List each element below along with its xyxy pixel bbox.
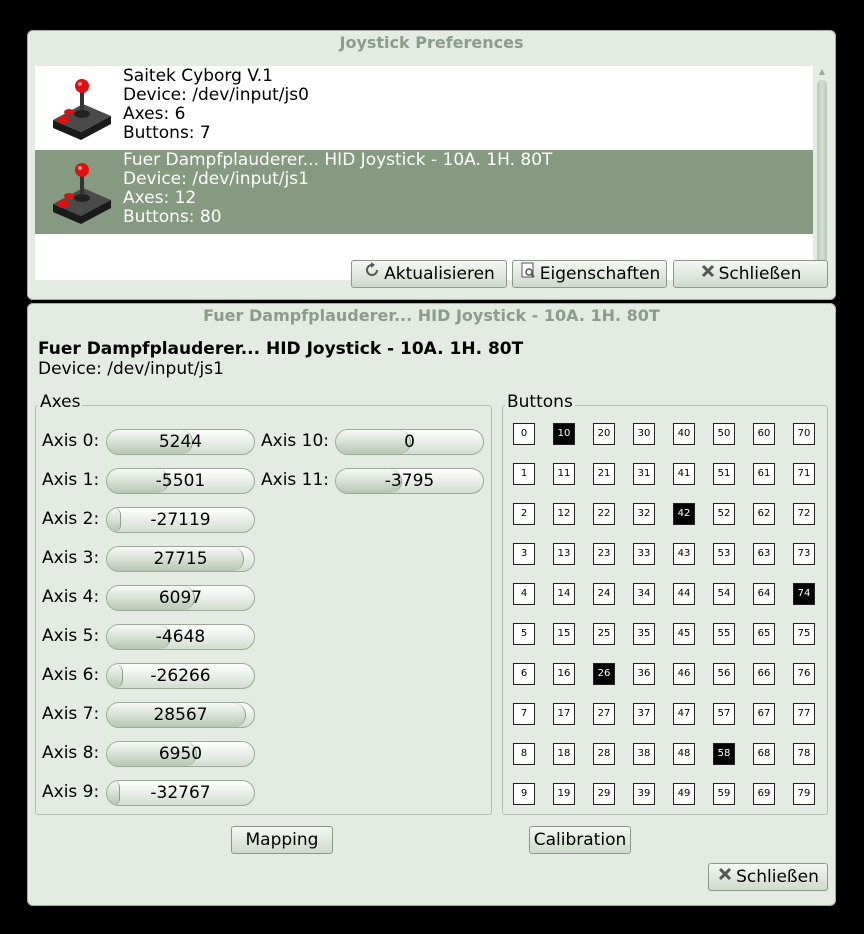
- properties-button[interactable]: [512, 260, 667, 288]
- joystick-button-indicator: 71: [793, 463, 815, 485]
- joystick-button-indicator: 16: [553, 663, 575, 685]
- joystick-button-indicator: 17: [553, 703, 575, 725]
- joystick-button-indicator: 21: [593, 463, 615, 485]
- close-label: Schließen: [736, 867, 819, 887]
- axis-bar: [106, 624, 255, 650]
- joystick-button-indicator: 10: [553, 423, 575, 445]
- joystick-button-indicator: 2: [513, 503, 535, 525]
- axes-frame-label: Axes: [40, 392, 81, 412]
- joystick-button-indicator: 41: [673, 463, 695, 485]
- axis-value: -26266: [150, 666, 211, 686]
- joystick-button-indicator: 14: [553, 583, 575, 605]
- joystick-button-indicator: 61: [753, 463, 775, 485]
- device-path: Device: /dev/input/js1: [123, 169, 309, 189]
- axis-value: -3795: [384, 471, 435, 491]
- refresh-label: Aktualisieren: [384, 264, 495, 284]
- joystick-button-indicator: 18: [553, 743, 575, 765]
- joystick-button-indicator: 53: [713, 543, 735, 565]
- joystick-button-indicator: 43: [673, 543, 695, 565]
- joystick-button-indicator: 23: [593, 543, 615, 565]
- axis-label: Axis 10:: [261, 431, 330, 451]
- refresh-icon: [363, 261, 381, 287]
- device-list-scrollbar[interactable]: [816, 66, 828, 280]
- axis-value: -27119: [150, 510, 211, 530]
- device-list[interactable]: [35, 66, 813, 280]
- joystick-button-indicator: 31: [633, 463, 655, 485]
- joystick-button-indicator: 75: [793, 623, 815, 645]
- joystick-button-indicator: 36: [633, 663, 655, 685]
- joystick-button-indicator: 57: [713, 703, 735, 725]
- device-list-item-selected[interactable]: [35, 150, 813, 234]
- axis-label: Axis 3:: [42, 548, 100, 568]
- joystick-button-indicator: 58: [713, 743, 735, 765]
- axis-bar: [106, 585, 255, 611]
- joystick-button-indicator: 49: [673, 783, 695, 805]
- device-path: Device: /dev/input/js1: [38, 359, 224, 379]
- close-label: Schließen: [718, 264, 802, 284]
- axis-label: Axis 7:: [42, 704, 100, 724]
- joystick-button-indicator: 77: [793, 703, 815, 725]
- axis-label: Axis 2:: [42, 509, 100, 529]
- joystick-button-indicator: 5: [513, 623, 535, 645]
- axis-label: Axis 11:: [261, 470, 330, 490]
- joystick-button-indicator: 7: [513, 703, 535, 725]
- joystick-button-indicator: 62: [753, 503, 775, 525]
- axis-bar: [106, 507, 255, 533]
- joystick-button-indicator: 56: [713, 663, 735, 685]
- properties-label: Eigenschaften: [539, 264, 661, 284]
- joystick-button-indicator: 66: [753, 663, 775, 685]
- axis-bar: [106, 429, 255, 455]
- joystick-button-indicator: 33: [633, 543, 655, 565]
- joystick-detail-window: [27, 303, 836, 906]
- joystick-button-indicator: 65: [753, 623, 775, 645]
- axis-label: Axis 5:: [42, 626, 100, 646]
- axis-label: Axis 4:: [42, 587, 100, 607]
- axis-label: Axis 8:: [42, 743, 100, 763]
- joystick-button-indicator: 44: [673, 583, 695, 605]
- close-icon: [700, 261, 716, 287]
- close-button[interactable]: [673, 260, 828, 288]
- axis-label: Axis 9:: [42, 782, 100, 802]
- axis-value: 28567: [153, 705, 208, 725]
- joystick-button-indicator: 34: [633, 583, 655, 605]
- buttons-frame-label: Buttons: [507, 392, 573, 412]
- joystick-button-indicator: 3: [513, 543, 535, 565]
- axis-value: 5244: [158, 432, 203, 452]
- axis-value: -4648: [155, 627, 206, 647]
- joystick-button-indicator: 29: [593, 783, 615, 805]
- axis-bar: [106, 741, 255, 767]
- joystick-button-indicator: 22: [593, 503, 615, 525]
- joystick-button-indicator: 59: [713, 783, 735, 805]
- close-icon: [717, 864, 733, 890]
- joystick-button-indicator: 38: [633, 743, 655, 765]
- device-path: Device: /dev/input/js0: [123, 85, 309, 105]
- joystick-button-indicator: 12: [553, 503, 575, 525]
- joystick-button-indicator: 79: [793, 783, 815, 805]
- joystick-button-indicator: 68: [753, 743, 775, 765]
- joystick-button-indicator: 67: [753, 703, 775, 725]
- axis-value: 6950: [158, 744, 203, 764]
- device-buttons: Buttons: 7: [123, 123, 211, 143]
- device-heading: Fuer Dampfplauderer... HID Joystick - 10A. 1H. 80T: [38, 339, 524, 359]
- joystick-button-indicator: 69: [753, 783, 775, 805]
- joystick-button-indicator: 76: [793, 663, 815, 685]
- joystick-button-indicator: 27: [593, 703, 615, 725]
- axis-label: Axis 1:: [42, 470, 100, 490]
- joystick-button-indicator: 15: [553, 623, 575, 645]
- joystick-icon: [47, 74, 117, 144]
- joystick-button-indicator: 46: [673, 663, 695, 685]
- joystick-button-indicator: 73: [793, 543, 815, 565]
- joystick-button-indicator: 64: [753, 583, 775, 605]
- joystick-button-indicator: 48: [673, 743, 695, 765]
- joystick-button-indicator: 52: [713, 503, 735, 525]
- axis-value: -5501: [155, 471, 206, 491]
- joystick-button-indicator: 78: [793, 743, 815, 765]
- joystick-button-indicator: 35: [633, 623, 655, 645]
- device-name: Saitek Cyborg V.1: [123, 66, 273, 86]
- axes-frame: [35, 405, 492, 815]
- close-button[interactable]: [708, 863, 828, 891]
- axis-bar: [106, 780, 255, 806]
- axis-bar: [106, 546, 255, 572]
- joystick-button-indicator: 6: [513, 663, 535, 685]
- scrollbar-thumb[interactable]: [817, 80, 827, 266]
- joystick-button-indicator: 54: [713, 583, 735, 605]
- axis-value: 27715: [153, 549, 208, 569]
- refresh-button[interactable]: [351, 260, 507, 288]
- device-buttons: Buttons: 80: [123, 207, 222, 227]
- window-title: Fuer Dampfplauderer... HID Joystick - 10A. 1H. 80T: [203, 306, 660, 325]
- device-axes: Axes: 6: [123, 104, 186, 124]
- mapping-button[interactable]: Mapping: [231, 826, 333, 854]
- axis-bar: [106, 702, 255, 728]
- joystick-button-indicator: 63: [753, 543, 775, 565]
- axis-value: 6097: [158, 588, 203, 608]
- joystick-button-indicator: 60: [753, 423, 775, 445]
- joystick-button-indicator: 30: [633, 423, 655, 445]
- joystick-button-indicator: 0: [513, 423, 535, 445]
- joystick-button-indicator: 37: [633, 703, 655, 725]
- joystick-button-indicator: 70: [793, 423, 815, 445]
- joystick-button-indicator: 40: [673, 423, 695, 445]
- joystick-button-indicator: 8: [513, 743, 535, 765]
- joystick-button-indicator: 28: [593, 743, 615, 765]
- scroll-up-icon[interactable]: ▲: [818, 67, 826, 76]
- axis-bar: [335, 468, 484, 494]
- joystick-button-indicator: 39: [633, 783, 655, 805]
- joystick-button-indicator: 42: [673, 503, 695, 525]
- device-name: Fuer Dampfplauderer... HID Joystick - 10A. 1H. 80T: [123, 150, 553, 170]
- window-title: Joystick Preferences: [339, 33, 524, 52]
- joystick-button-indicator: 4: [513, 583, 535, 605]
- joystick-button-indicator: 51: [713, 463, 735, 485]
- joystick-button-indicator: 19: [553, 783, 575, 805]
- joystick-button-indicator: 74: [793, 583, 815, 605]
- joystick-preferences-window: [27, 30, 836, 300]
- buttons-frame: [502, 405, 828, 815]
- joystick-button-indicator: 9: [513, 783, 535, 805]
- axis-label: Axis 6:: [42, 665, 100, 685]
- device-list-item[interactable]: [35, 66, 813, 150]
- joystick-icon: [47, 158, 117, 228]
- calibration-button[interactable]: Calibration: [529, 826, 631, 854]
- device-axes: Axes: 12: [123, 188, 197, 208]
- joystick-button-indicator: 25: [593, 623, 615, 645]
- joystick-button-indicator: 13: [553, 543, 575, 565]
- joystick-button-indicator: 55: [713, 623, 735, 645]
- properties-icon: [519, 261, 537, 287]
- joystick-button-indicator: 45: [673, 623, 695, 645]
- joystick-button-indicator: 24: [593, 583, 615, 605]
- joystick-button-indicator: 50: [713, 423, 735, 445]
- axis-value: -32767: [150, 783, 211, 803]
- joystick-button-indicator: 1: [513, 463, 535, 485]
- joystick-button-indicator: 32: [633, 503, 655, 525]
- joystick-button-indicator: 26: [593, 663, 615, 685]
- axis-value: 0: [404, 432, 415, 452]
- joystick-button-indicator: 11: [553, 463, 575, 485]
- joystick-button-indicator: 47: [673, 703, 695, 725]
- axis-bar: [106, 663, 255, 689]
- axis-bar: [335, 429, 484, 455]
- axis-label: Axis 0:: [42, 431, 100, 451]
- joystick-button-indicator: 20: [593, 423, 615, 445]
- axis-bar: [106, 468, 255, 494]
- joystick-button-indicator: 72: [793, 503, 815, 525]
